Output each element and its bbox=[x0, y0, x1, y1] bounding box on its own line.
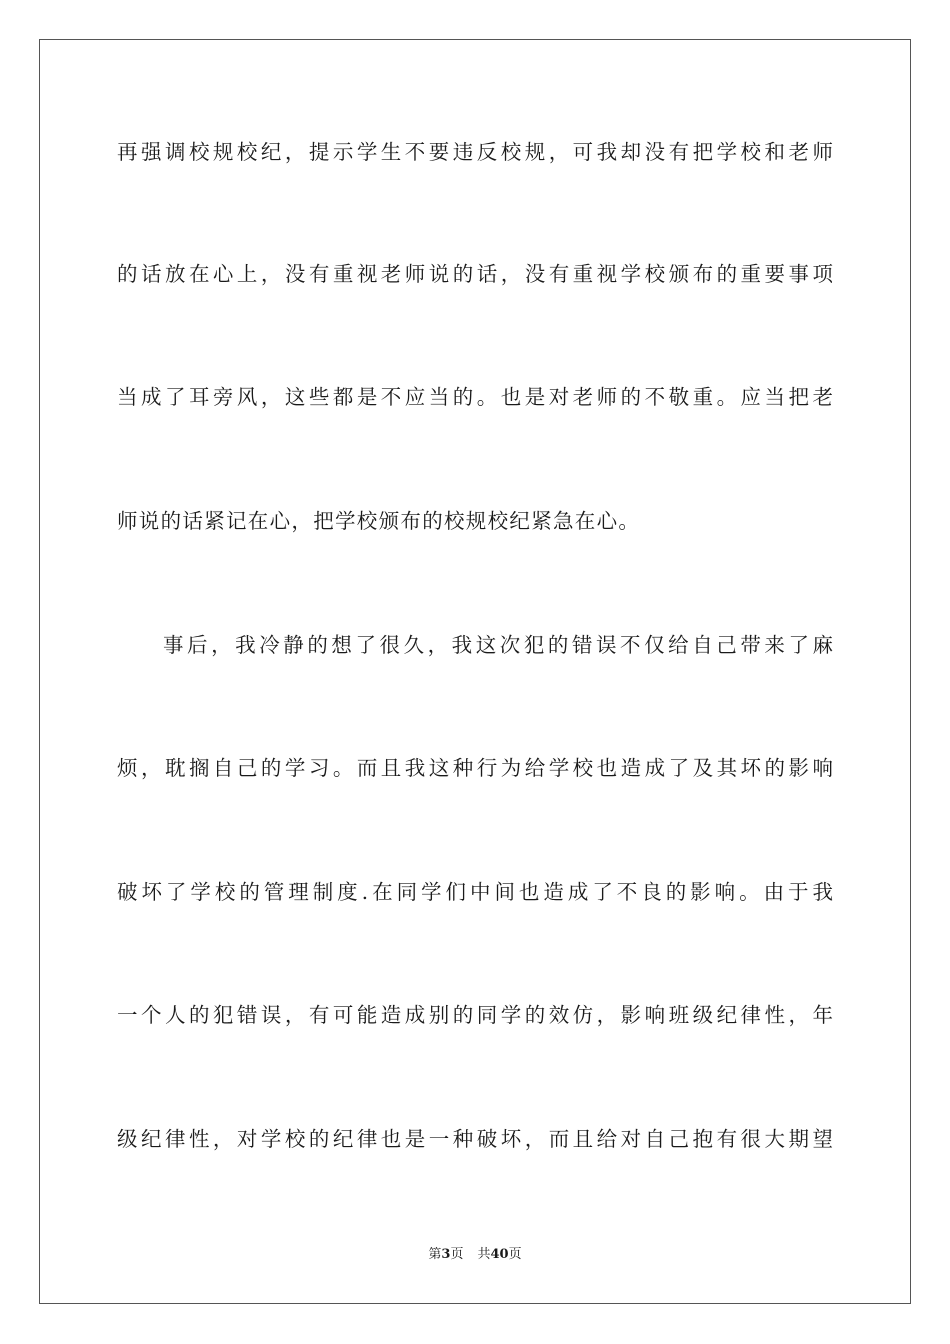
text-line: 师说的话紧记在心，把学校颁布的校规校纪紧急在心。 bbox=[117, 509, 641, 533]
text-line: 当成了耳旁风，这些都是不应当的。也是对老师的不敬重。应当把老 bbox=[117, 385, 833, 409]
page-footer bbox=[0, 1246, 950, 1264]
page-border bbox=[39, 39, 911, 1304]
page-suffix: 页 bbox=[450, 1247, 464, 1262]
total-pages: 40 bbox=[490, 1247, 509, 1262]
paragraph-first-line: 事后，我冷静的想了很久，我这次犯的错误不仅给自己带来了麻 bbox=[163, 633, 833, 657]
page-prefix: 第 bbox=[428, 1247, 442, 1262]
page-number: 3 bbox=[441, 1247, 451, 1262]
text-line: 级纪律性，对学校的纪律也是一种破坏，而且给对自己抱有很大期望 bbox=[117, 1127, 833, 1151]
text-line: 烦，耽搁自己的学习。而且我这种行为给学校也造成了及其坏的影响 bbox=[117, 756, 833, 780]
text-line: 破坏了学校的管理制度.在同学们中间也造成了不良的影响。由于我 bbox=[117, 880, 833, 904]
text-line: 再强调校规校纪，提示学生不要违反校规，可我却没有把学校和老师 bbox=[117, 140, 833, 164]
total-prefix: 共 bbox=[477, 1247, 491, 1262]
text-line: 一个人的犯错误，有可能造成别的同学的效仿，影响班级纪律性，年 bbox=[117, 1003, 833, 1027]
total-suffix: 页 bbox=[508, 1247, 522, 1262]
text-line: 的话放在心上，没有重视老师说的话，没有重视学校颁布的重要事项 bbox=[117, 262, 833, 286]
